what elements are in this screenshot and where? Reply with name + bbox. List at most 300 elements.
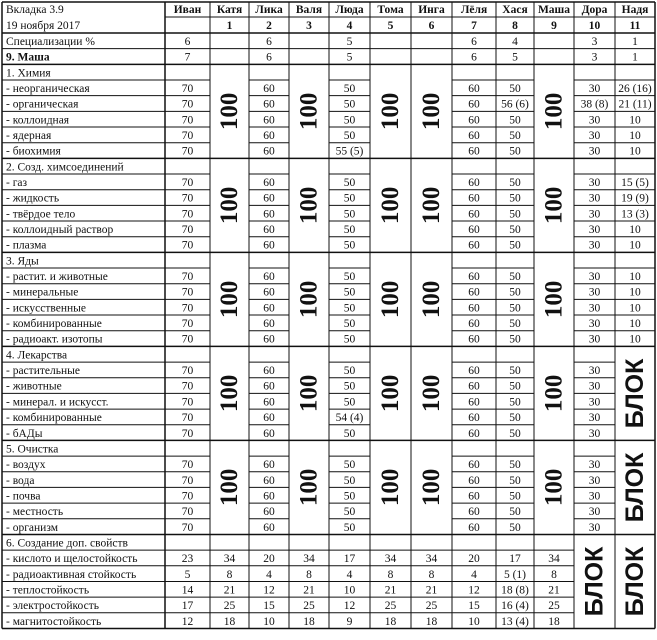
cell-value: 30 <box>588 380 601 393</box>
cell-value: 1 <box>632 51 638 64</box>
row-label: - биохимия <box>6 145 61 158</box>
row-label: - кислото и щелостойкость <box>6 553 138 566</box>
cell-value: 60 <box>263 459 275 472</box>
cell-value: 50 <box>343 380 356 393</box>
cell-value: 9 <box>346 615 353 628</box>
cell-value: 17 <box>509 553 521 566</box>
merged-hundred-cell: 100 <box>295 280 323 319</box>
row-label: - ядерная <box>6 130 52 143</box>
cell-value: 5 <box>346 36 353 48</box>
column-header-name: Дора <box>581 4 608 16</box>
cell-value: 4 <box>346 568 353 581</box>
cell-value: 8 <box>226 568 233 581</box>
cell-value: 60 <box>468 396 480 409</box>
cell-value: 15 <box>468 600 480 613</box>
cell-value: 60 <box>263 412 275 425</box>
cell-value: 25 <box>425 600 438 613</box>
merged-hundred-cell: 100 <box>418 186 445 225</box>
cell-value: 10 <box>629 114 641 127</box>
cell-value: 50 <box>509 302 521 315</box>
cell-value: 30 <box>588 239 601 252</box>
cell-value: 50 <box>343 490 356 503</box>
cell-value: 60 <box>468 130 480 143</box>
cell-value: 30 <box>588 192 601 205</box>
cell-value: 60 <box>468 271 480 284</box>
cell-value: 70 <box>181 490 194 503</box>
cell-value: 4 <box>512 36 518 48</box>
merged-hundred-cell: 100 <box>418 468 445 507</box>
cell-value: 50 <box>509 239 521 252</box>
cell-value: 30 <box>588 365 601 378</box>
cell-value: 60 <box>263 474 275 487</box>
row-label: - твёрдое тело <box>6 208 76 221</box>
cell-value: 50 <box>509 224 521 237</box>
cell-value: 70 <box>181 98 194 111</box>
cell-value: 60 <box>468 145 480 158</box>
cell-value: 10 <box>629 271 641 284</box>
cell-value: 10 <box>629 333 641 346</box>
cell-value: 60 <box>468 506 480 519</box>
cell-value: 5 <box>184 568 191 581</box>
cell-value: 10 <box>468 615 480 628</box>
column-header-name: Иван <box>173 4 202 16</box>
cell-value: 34 <box>384 553 397 566</box>
section-heading: 2. Созд. химсоединений <box>6 161 124 174</box>
cell-value: 70 <box>181 208 194 221</box>
row-label: - комбинированные <box>6 412 102 425</box>
cell-value: 50 <box>509 490 521 503</box>
merged-hundred-cell: 100 <box>216 186 243 225</box>
merged-hundred-cell: 100 <box>418 280 445 319</box>
cell-value: 50 <box>343 396 356 409</box>
merged-hundred-cell: 100 <box>295 92 323 131</box>
cell-value: 60 <box>263 396 275 409</box>
cell-value: 70 <box>181 427 194 440</box>
cell-value: 50 <box>509 177 521 190</box>
column-header-number: 6 <box>428 20 435 32</box>
cell-value: 70 <box>181 130 194 143</box>
cell-value: 60 <box>468 98 480 111</box>
cell-value: 60 <box>263 98 275 111</box>
cell-value: 60 <box>263 83 275 96</box>
cell-value: 60 <box>263 318 275 331</box>
cell-value: 60 <box>263 506 275 519</box>
cell-value: 3 <box>591 36 598 48</box>
merged-hundred-cell: 100 <box>377 468 404 507</box>
cell-value: 50 <box>509 130 521 143</box>
row-label: - вода <box>6 474 35 487</box>
merged-hundred-cell: 100 <box>216 374 243 413</box>
cell-value: 26 (16) <box>618 83 652 96</box>
row-label: - газ <box>6 177 28 190</box>
cell-value: 50 <box>343 98 356 111</box>
cell-value: 56 (6) <box>501 98 529 111</box>
cell-value: 16 (4) <box>501 600 529 613</box>
row-label: - почва <box>6 490 41 503</box>
cell-value: 50 <box>343 130 356 143</box>
cell-value: 30 <box>588 459 601 472</box>
cell-value: 60 <box>263 130 275 143</box>
cell-value: 70 <box>181 286 194 299</box>
cell-value: 60 <box>468 286 480 299</box>
cell-value: 60 <box>263 521 275 534</box>
cell-value: 10 <box>343 584 356 597</box>
cell-value: 18 (8) <box>501 584 529 597</box>
cell-value: 70 <box>181 365 194 378</box>
cell-value: 50 <box>343 302 356 315</box>
cell-value: 18 <box>548 615 560 628</box>
column-header-number: 4 <box>346 20 353 32</box>
cell-value: 50 <box>509 208 521 221</box>
row-label: - растительные <box>6 365 80 378</box>
cell-value: 50 <box>343 459 356 472</box>
cell-value: 30 <box>588 271 601 284</box>
cell-value: 21 <box>425 584 438 597</box>
cell-value: 50 <box>509 271 521 284</box>
cell-value: 60 <box>468 318 480 331</box>
cell-value: 50 <box>343 208 356 221</box>
row-label: - плазма <box>6 239 47 252</box>
row-label: - органическая <box>6 98 79 111</box>
cell-value: 8 <box>428 568 435 581</box>
cell-value: 50 <box>343 474 356 487</box>
cell-value: 70 <box>181 521 194 534</box>
cell-value: 50 <box>343 271 356 284</box>
cell-value: 5 <box>512 51 518 64</box>
cell-value: 60 <box>468 224 480 237</box>
cell-value: 70 <box>181 192 194 205</box>
column-header-number: 9 <box>551 20 557 32</box>
row-label: - жидкость <box>6 192 60 205</box>
cell-value: 50 <box>343 365 356 378</box>
cell-value: 60 <box>468 83 480 96</box>
column-header-name: Лёля <box>460 4 488 16</box>
column-header-number: 11 <box>629 20 641 32</box>
cell-value: 60 <box>263 145 275 158</box>
row-label: - магнитостойкость <box>6 615 102 628</box>
cell-value: 4 <box>471 568 477 581</box>
cell-value: 10 <box>629 302 641 315</box>
cell-value: 50 <box>343 192 356 205</box>
merged-block-cell: БЛОК <box>621 452 649 523</box>
cell-value: 60 <box>263 490 275 503</box>
cell-value: 50 <box>343 427 356 440</box>
cell-value: 30 <box>588 130 601 143</box>
row-label: - электростойкость <box>6 600 99 613</box>
cell-value: 10 <box>629 318 641 331</box>
cell-value: 30 <box>588 145 601 158</box>
cell-value: 70 <box>181 412 194 425</box>
cell-value: 30 <box>588 114 601 127</box>
column-header-name: Инга <box>418 4 445 16</box>
cell-value: 55 (5) <box>335 145 364 158</box>
merged-hundred-cell: 100 <box>377 280 404 319</box>
cell-value: 18 <box>384 615 397 628</box>
cell-value: 15 <box>263 600 275 613</box>
merged-hundred-cell: 100 <box>216 468 243 507</box>
cell-value: 60 <box>263 427 275 440</box>
cell-value: 70 <box>181 459 194 472</box>
cell-value: 7 <box>184 51 191 64</box>
column-header-name: Маша <box>537 4 571 16</box>
cell-value: 50 <box>509 114 521 127</box>
cell-value: 21 <box>223 584 236 597</box>
cell-value: 30 <box>588 208 601 221</box>
tab-date: 19 ноября 2017 <box>6 20 81 32</box>
cell-value: 30 <box>588 177 601 190</box>
cell-value: 18 <box>223 615 236 628</box>
cell-value: 5 (1) <box>503 568 527 581</box>
row-label: - животные <box>6 380 62 393</box>
cell-value: 50 <box>509 192 521 205</box>
cell-value: 6 <box>471 36 477 48</box>
cell-value: 6 <box>266 51 272 64</box>
cell-value: 60 <box>468 459 480 472</box>
cell-value: 12 <box>468 584 480 597</box>
merged-hundred-cell: 100 <box>216 280 243 319</box>
column-header-name: Лика <box>255 4 283 16</box>
cell-value: 30 <box>588 224 601 237</box>
cell-value: 12 <box>343 600 356 613</box>
cell-value: 10 <box>629 286 641 299</box>
cell-value: 6 <box>266 36 272 48</box>
cell-value: 20 <box>263 553 275 566</box>
cell-value: 21 <box>548 584 560 597</box>
cell-value: 50 <box>509 318 521 331</box>
section-heading: 4. Лекарства <box>6 349 68 362</box>
cell-value: 60 <box>468 114 480 127</box>
cell-value: 70 <box>181 239 194 252</box>
cell-value: 34 <box>223 553 236 566</box>
cell-value: 12 <box>263 584 275 597</box>
cell-value: 50 <box>509 396 521 409</box>
row-label: - минеральные <box>6 286 79 299</box>
cell-value: 30 <box>588 83 601 96</box>
row-label: 9. Маша <box>6 51 50 64</box>
cell-value: 50 <box>343 224 356 237</box>
cell-value: 50 <box>343 333 356 346</box>
column-header-name: Валя <box>295 4 323 16</box>
cell-value: 8 <box>306 568 312 581</box>
cell-value: 50 <box>509 506 521 519</box>
merged-hundred-cell: 100 <box>418 92 445 131</box>
row-label: - коллоидная <box>6 114 70 127</box>
cell-value: 14 <box>181 584 194 597</box>
section-heading: 1. Химия <box>6 67 51 80</box>
cell-value: 21 (11) <box>618 98 652 111</box>
cell-value: 10 <box>629 145 641 158</box>
column-header-number: 1 <box>226 20 233 32</box>
cell-value: 60 <box>263 192 275 205</box>
cell-value: 50 <box>509 286 521 299</box>
cell-value: 13 (3) <box>621 208 649 221</box>
merged-hundred-cell: 100 <box>418 374 445 413</box>
cell-value: 50 <box>509 83 521 96</box>
row-label: - теплостойкость <box>6 584 90 597</box>
merged-hundred-cell: 100 <box>540 280 568 319</box>
cell-value: 38 (8) <box>580 98 609 111</box>
cell-value: 50 <box>343 318 356 331</box>
cell-value: 10 <box>263 615 275 628</box>
row-label: - радиоакт. изотопы <box>6 333 103 346</box>
cell-value: 50 <box>343 286 356 299</box>
row-label: - комбинированные <box>6 318 102 331</box>
row-label: - коллоидный раствор <box>6 224 114 237</box>
cell-value: 60 <box>468 239 480 252</box>
cell-value: 3 <box>591 51 598 64</box>
cell-value: 8 <box>387 568 394 581</box>
cell-value: 10 <box>629 239 641 252</box>
section-heading: 5. Очистка <box>6 443 59 456</box>
row-label: - организм <box>6 521 58 534</box>
merged-block-cell: БЛОК <box>621 358 649 429</box>
cell-value: 70 <box>181 145 194 158</box>
cell-value: 50 <box>509 380 521 393</box>
row-label: - местность <box>6 506 64 519</box>
cell-value: 50 <box>509 427 521 440</box>
cell-value: 21 <box>303 584 315 597</box>
cell-value: 50 <box>343 521 356 534</box>
cell-value: 60 <box>263 333 275 346</box>
cell-value: 60 <box>468 412 480 425</box>
cell-value: 60 <box>263 208 275 221</box>
cell-value: 60 <box>263 224 275 237</box>
cell-value: 1 <box>632 36 638 48</box>
cell-value: 6 <box>184 36 191 48</box>
cell-value: 34 <box>548 553 560 566</box>
cell-value: 30 <box>588 412 601 425</box>
merged-hundred-cell: 100 <box>540 468 568 507</box>
cell-value: 60 <box>468 380 480 393</box>
tab-title: Вкладка 3.9 <box>6 4 64 16</box>
cell-value: 50 <box>509 521 521 534</box>
cell-value: 17 <box>343 553 356 566</box>
cell-value: 60 <box>263 380 275 393</box>
cell-value: 18 <box>303 615 315 628</box>
cell-value: 21 <box>384 584 397 597</box>
cell-value: 15 (5) <box>621 177 649 190</box>
cell-value: 60 <box>468 333 480 346</box>
cell-value: 50 <box>343 506 356 519</box>
cell-value: 23 <box>181 553 194 566</box>
cell-value: 50 <box>509 145 521 158</box>
cell-value: 30 <box>588 318 601 331</box>
row-label: - радиоактивная стойкость <box>6 568 137 581</box>
cell-value: 50 <box>509 365 521 378</box>
cell-value: 60 <box>263 114 275 127</box>
cell-value: 70 <box>181 271 194 284</box>
cell-value: 70 <box>181 83 194 96</box>
cell-value: 25 <box>384 600 397 613</box>
cell-value: 60 <box>468 474 480 487</box>
row-label: - воздух <box>6 459 46 472</box>
row-label: Специализации % <box>6 36 95 48</box>
cell-value: 60 <box>263 302 275 315</box>
cell-value: 13 (4) <box>501 615 529 628</box>
cell-value: 60 <box>263 271 275 284</box>
column-header-name: Люда <box>335 4 364 16</box>
column-header-name: Катя <box>216 4 243 16</box>
cell-value: 50 <box>509 474 521 487</box>
cell-value: 60 <box>263 177 275 190</box>
cell-value: 70 <box>181 302 194 315</box>
cell-value: 5 <box>346 51 353 64</box>
row-label: - искусственные <box>6 302 86 315</box>
cell-value: 50 <box>509 333 521 346</box>
cell-value: 50 <box>343 83 356 96</box>
merged-hundred-cell: 100 <box>540 186 568 225</box>
cell-value: 70 <box>181 506 194 519</box>
cell-value: 25 <box>548 600 560 613</box>
cell-value: 70 <box>181 396 194 409</box>
cell-value: 8 <box>551 568 557 581</box>
cell-value: 6 <box>471 51 477 64</box>
merged-hundred-cell: 100 <box>216 92 243 131</box>
column-header-number: 5 <box>387 20 394 32</box>
row-label: - неорганическая <box>6 83 90 96</box>
cell-value: 34 <box>303 553 315 566</box>
row-label: - минерал. и искусст. <box>6 396 109 409</box>
column-header-name: Хася <box>502 4 528 16</box>
section-heading: 6. Создание доп. свойств <box>6 537 128 550</box>
cell-value: 30 <box>588 506 601 519</box>
cell-value: 70 <box>181 318 194 331</box>
cell-value: 50 <box>343 239 356 252</box>
cell-value: 60 <box>263 286 275 299</box>
cell-value: 30 <box>588 396 601 409</box>
cell-value: 60 <box>468 427 480 440</box>
cell-value: 18 <box>425 615 438 628</box>
cell-value: 60 <box>468 208 480 221</box>
column-header-name: Надя <box>621 4 649 16</box>
merged-block-cell: БЛОК <box>621 546 649 617</box>
cell-value: 70 <box>181 177 194 190</box>
merged-hundred-cell: 100 <box>295 374 323 413</box>
cell-value: 4 <box>266 568 272 581</box>
cell-value: 25 <box>303 600 315 613</box>
cell-value: 60 <box>468 365 480 378</box>
cell-value: 60 <box>468 302 480 315</box>
cell-value: 50 <box>509 412 521 425</box>
section-heading: 3. Яды <box>6 255 39 268</box>
cell-value: 70 <box>181 114 194 127</box>
cell-value: 30 <box>588 474 601 487</box>
row-label: - бАДы <box>6 427 43 440</box>
merged-hundred-cell: 100 <box>295 468 323 507</box>
merged-hundred-cell: 100 <box>377 92 404 131</box>
column-header-number: 2 <box>266 20 272 32</box>
cell-value: 17 <box>181 600 194 613</box>
cell-value: 60 <box>468 177 480 190</box>
merged-block-cell: БЛОК <box>580 546 609 617</box>
merged-hundred-cell: 100 <box>540 92 568 131</box>
cell-value: 50 <box>343 177 356 190</box>
cell-value: 10 <box>629 224 641 237</box>
cell-value: 20 <box>468 553 480 566</box>
cell-value: 60 <box>468 192 480 205</box>
column-header-number: 7 <box>471 20 477 32</box>
cell-value: 50 <box>343 114 356 127</box>
merged-hundred-cell: 100 <box>540 374 568 413</box>
cell-value: 30 <box>588 427 601 440</box>
cell-value: 70 <box>181 333 194 346</box>
cell-value: 10 <box>629 130 641 143</box>
cell-value: 60 <box>263 239 275 252</box>
merged-hundred-cell: 100 <box>377 186 404 225</box>
merged-hundred-cell: 100 <box>377 374 404 413</box>
cell-value: 30 <box>588 333 601 346</box>
cell-value: 54 (4) <box>335 412 364 425</box>
